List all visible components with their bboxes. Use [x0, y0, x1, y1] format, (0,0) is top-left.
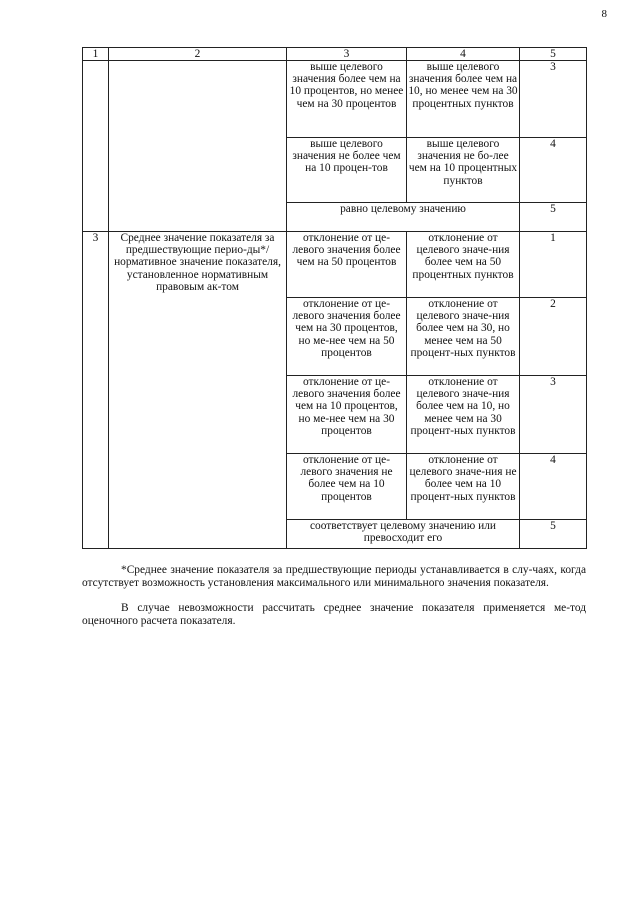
- score-cell: 5: [520, 520, 587, 549]
- table-header-row: [83, 48, 587, 61]
- table-row: [83, 232, 587, 298]
- score-cell: 5: [520, 203, 587, 232]
- condition-percent-cell: отклонение от це-левого значения более чем на 30 процентов, но ме-нее чем на 50 процентов: [287, 298, 407, 376]
- score-cell: 2: [520, 298, 587, 376]
- indicator-cell: [109, 61, 287, 232]
- row-number-cell: [83, 61, 109, 232]
- header-cell: 3: [287, 48, 407, 61]
- condition-merged-cell: соответствует целевому значению или превосходит его: [287, 520, 520, 549]
- score-cell: 3: [520, 61, 587, 138]
- indicator-cell: Среднее значение показателя за предшествующие перио-ды*/нормативное значение показателя, установленное нормативным правовым ак-том: [109, 232, 287, 549]
- condition-percent-cell: отклонение от це-левого значения не более чем на 10 процентов: [287, 454, 407, 520]
- header-cell: 2: [109, 48, 287, 61]
- condition-points-cell: выше целевого значения не бо-лее чем на 10 процентных пунктов: [407, 138, 520, 203]
- condition-points-cell: отклонение от целевого значе-ния более чем на 30, но менее чем на 50 процент-ных пунктов: [407, 298, 520, 376]
- score-cell: 4: [520, 454, 587, 520]
- header-cell: 1: [83, 48, 109, 61]
- score-cell: 1: [520, 232, 587, 298]
- condition-percent-cell: выше целевого значения более чем на 10 процентов, но менее чем на 30 процентов: [287, 61, 407, 138]
- row-number-cell: 3: [83, 232, 109, 549]
- condition-merged-cell: равно целевому значению: [287, 203, 520, 232]
- header-cell: 5: [520, 48, 587, 61]
- condition-points-cell: отклонение от целевого значе-ния не более чем на 10 процент-ных пунктов: [407, 454, 520, 520]
- condition-points-cell: отклонение от целевого значе-ния более чем на 10, но менее чем на 30 процент-ных пунктов: [407, 376, 520, 454]
- score-cell: 3: [520, 376, 587, 454]
- footnote-estimation-method: В случае невозможности рассчитать среднее значение показателя применяется ме-тод оценочного расчета показателя.: [82, 602, 586, 627]
- table-row: [83, 61, 587, 138]
- condition-points-cell: отклонение от целевого значе-ния более чем на 50 процентных пунктов: [407, 232, 520, 298]
- condition-percent-cell: выше целевого значения не более чем на 10 процен-тов: [287, 138, 407, 203]
- condition-points-cell: выше целевого значения более чем на 10, но менее чем на 30 процентных пунктов: [407, 61, 520, 138]
- condition-percent-cell: отклонение от це-левого значения более чем на 50 процентов: [287, 232, 407, 298]
- criteria-table: [82, 47, 587, 549]
- condition-percent-cell: отклонение от це-левого значения более чем на 10 процентов, но ме-нее чем на 30 процентов: [287, 376, 407, 454]
- score-cell: 4: [520, 138, 587, 203]
- header-cell: 4: [407, 48, 520, 61]
- footnote-average-value: *Среднее значение показателя за предшествующие периоды устанавливается в слу-чаях, когда отсутствует возможность установления максимального или минимального значения показателя.: [82, 564, 586, 589]
- page-number: 8: [601, 8, 607, 20]
